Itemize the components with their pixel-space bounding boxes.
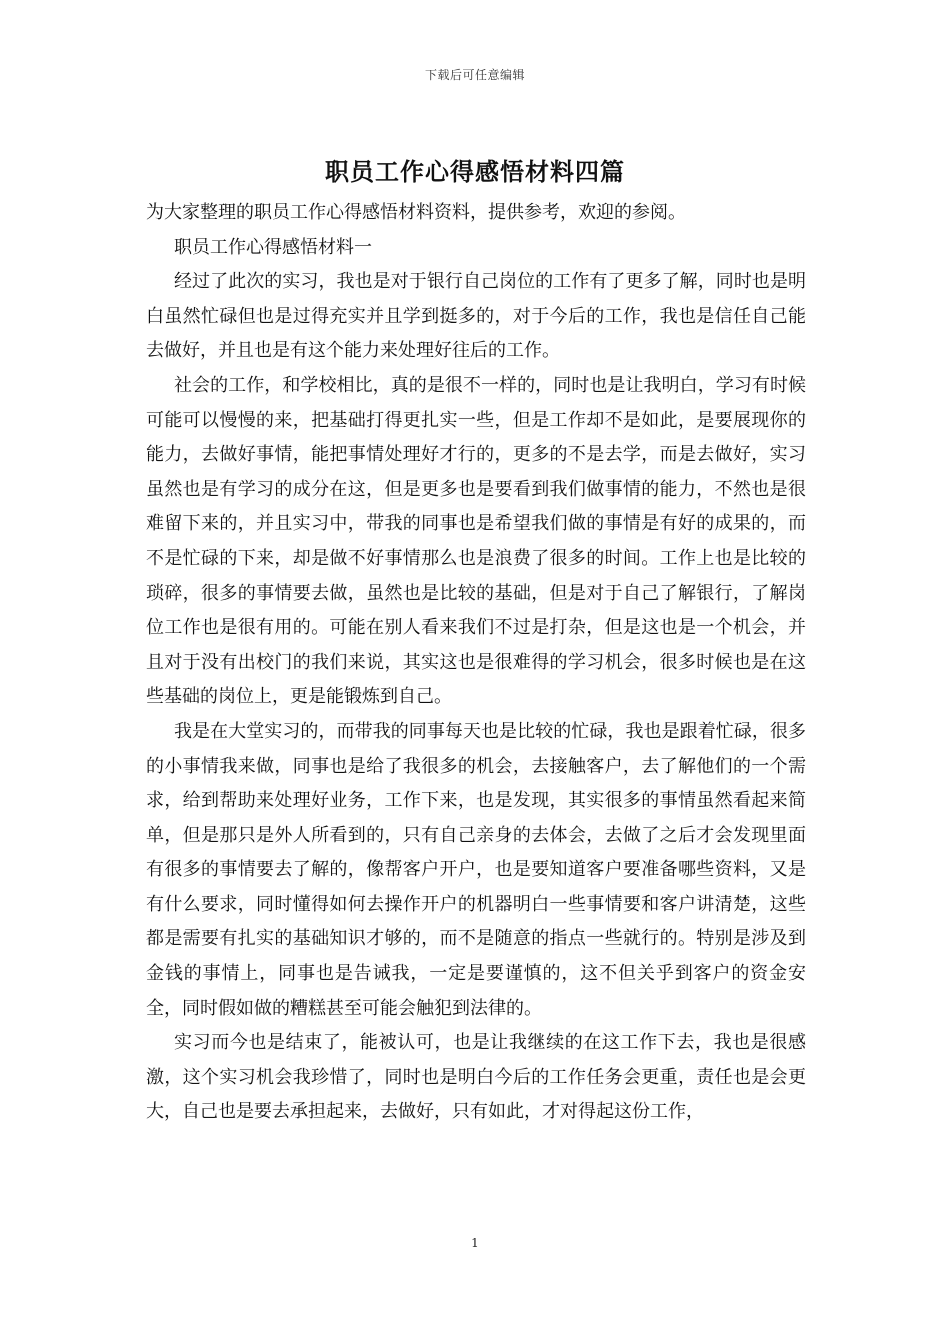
body-paragraph: 经过了此次的实习，我也是对于银行自己岗位的工作有了更多了解，同时也是明白虽然忙碌但也是过得充实并且学到挺多的，对于今后的工作，我也是信任自己能去做好，并且也是有这个能力来处理好往后的工作。 <box>146 271 806 362</box>
body-paragraph: 社会的工作，和学校相比，真的是很不一样的，同时也是让我明白，学习有时候可能可以慢慢的来，把基础打得更扎实一些，但是工作却不是如此，是要展现你的能力，去做好事情，能把事情处理好才行的，更多的不是去学，而是去做好，实习虽然也是有学习的成分在这，但是更多也是要看到我们做事情的能力，不然也是很难留下来的，并且实习中，带我的同事也是希望我们做的事情是有好的成果的，而不是忙碌的下来，却是做不好事情那么也是浪费了很多的时间。工作上也是比较的琐碎，很多的事情要去做，虽然也是比较的基础，但是对于自己了解银行，了解岗位工作也是很有用的。可能在别人看来我们不过是打杂，但是这也是一个机会，并且对于没有出校门的我们来说，其实这也是很难得的学习机会，很多时候也是在这些基础的岗位上，更是能锻炼到自己。 <box>146 374 806 708</box>
body-paragraph: 实习而今也是结束了，能被认可，也是让我继续的在这工作下去，我也是很感激，这个实习机会我珍惜了，同时也是明白今后的工作任务会更重，责任也是会更大，自己也是要去承担起来，去做好，只有如此，才对得起这份工作， <box>146 1032 806 1123</box>
body-paragraph: 我是在大堂实习的，而带我的同事每天也是比较的忙碌，我也是跟着忙碌，很多的小事情我来做，同事也是给了我很多的机会，去接触客户，去了解他们的一个需求，给到帮助来处理好业务，工作下来，也是发现，其实很多的事情虽然看起来简单，但是那只是外人所看到的，只有自己亲身的去体会，去做了之后才会发现里面有很多的事情要去了解的，像帮客户开户，也是要知道客户要准备哪些资料，又是有什么要求，同时懂得如何去操作开户的机器明白一些事情要和客户讲清楚，这些都是需要有扎实的基础知识才够的，而不是随意的指点一些就行的。特别是涉及到金钱的事情上，同事也是告诫我，一定是要谨慎的，这不但关乎到客户的资金安全，同时假如做的糟糕甚至可能会触犯到法律的。 <box>146 720 806 1019</box>
page-number: 1 <box>471 1236 479 1250</box>
section-heading: 职员工作心得感悟材料一 <box>174 236 372 258</box>
header-note: 下载后可任意编辑 <box>424 68 525 82</box>
intro-paragraph: 为大家整理的职员工作心得感悟材料资料，提供参考，欢迎的参阅。 <box>146 202 686 223</box>
document-title: 职员工作心得感悟材料四篇 <box>325 157 625 186</box>
document-body <box>146 196 806 1130</box>
